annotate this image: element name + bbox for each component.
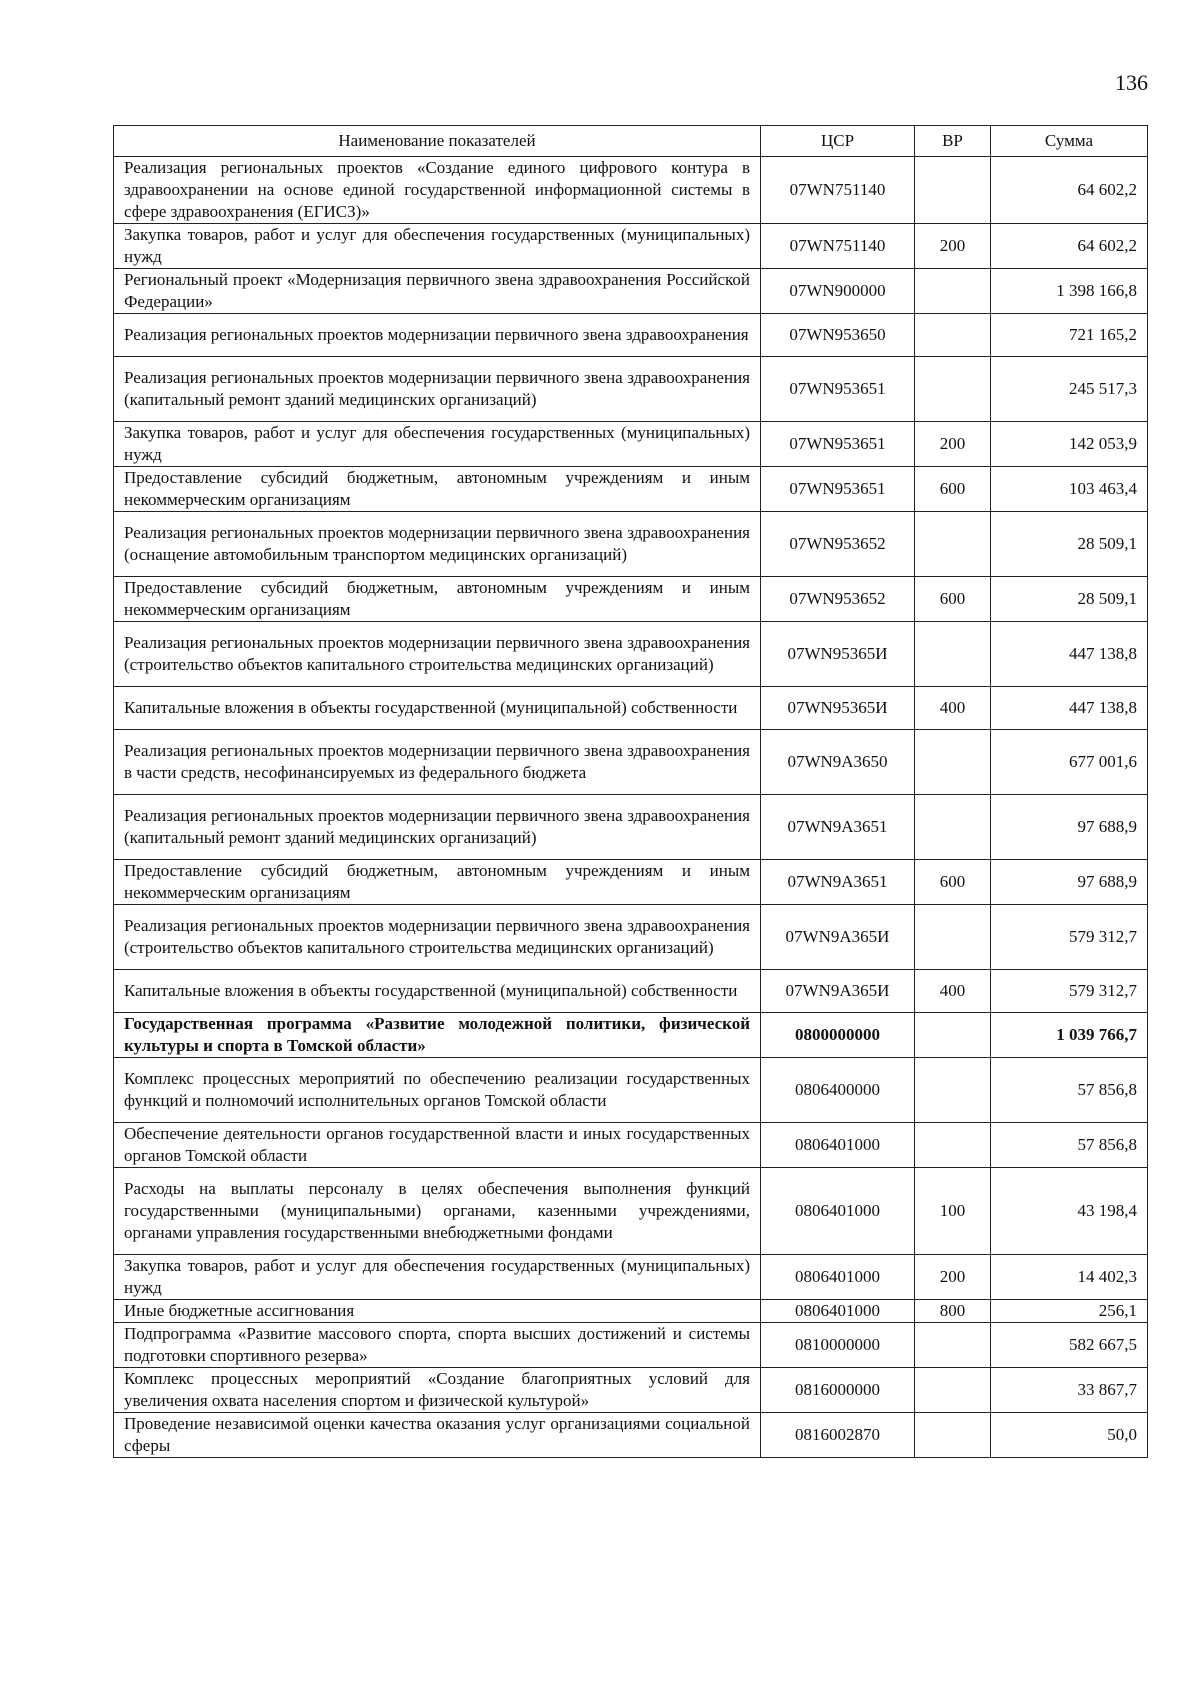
row-name-cell: Реализация региональных проектов «Создание единого цифрового контура в здравоохранении на основе единой государственной информационной системы в сфере здравоохранения (ЕГИСЗ)» bbox=[114, 157, 761, 224]
table-header-row bbox=[114, 126, 1148, 157]
header-vr: ВР bbox=[915, 126, 991, 157]
row-name-cell: Иные бюджетные ассигнования bbox=[114, 1300, 761, 1323]
table-row bbox=[114, 1123, 1148, 1168]
row-csr-cell: 07WN900000 bbox=[761, 269, 915, 314]
row-csr-cell: 07WN9А365И bbox=[761, 970, 915, 1013]
row-name-cell: Реализация региональных проектов модернизации первичного звена здравоохранения (оснащение автомобильным транспортом медицинских организаций) bbox=[114, 512, 761, 577]
row-vr-cell bbox=[915, 1368, 991, 1413]
row-sum-cell: 677 001,6 bbox=[991, 730, 1148, 795]
row-csr-cell: 0800000000 bbox=[761, 1013, 915, 1058]
row-name-cell: Расходы на выплаты персоналу в целях обеспечения выполнения функций государственными (муниципальными) органами, казенными учреждениями, органами управления государственными внебюджетными фондами bbox=[114, 1168, 761, 1255]
row-sum-cell: 245 517,3 bbox=[991, 357, 1148, 422]
row-name-cell: Предоставление субсидий бюджетным, автономным учреждениям и иным некоммерческим организациям bbox=[114, 860, 761, 905]
row-csr-cell: 0806401000 bbox=[761, 1255, 915, 1300]
row-sum-cell: 447 138,8 bbox=[991, 687, 1148, 730]
table-row bbox=[114, 422, 1148, 467]
row-vr-cell: 600 bbox=[915, 860, 991, 905]
row-csr-cell: 07WN953651 bbox=[761, 467, 915, 512]
row-sum-cell: 579 312,7 bbox=[991, 970, 1148, 1013]
row-name-cell: Реализация региональных проектов модернизации первичного звена здравоохранения bbox=[114, 314, 761, 357]
row-vr-cell: 200 bbox=[915, 422, 991, 467]
row-csr-cell: 0816000000 bbox=[761, 1368, 915, 1413]
row-vr-cell bbox=[915, 1058, 991, 1123]
table-row bbox=[114, 970, 1148, 1013]
row-sum-cell: 142 053,9 bbox=[991, 422, 1148, 467]
row-vr-cell: 200 bbox=[915, 224, 991, 269]
row-vr-cell: 100 bbox=[915, 1168, 991, 1255]
row-vr-cell bbox=[915, 269, 991, 314]
row-csr-cell: 07WN751140 bbox=[761, 224, 915, 269]
row-sum-cell: 103 463,4 bbox=[991, 467, 1148, 512]
row-name-cell: Государственная программа «Развитие молодежной политики, физической культуры и спорта в Томской области» bbox=[114, 1013, 761, 1058]
table-row bbox=[114, 357, 1148, 422]
row-sum-cell: 64 602,2 bbox=[991, 157, 1148, 224]
table-row bbox=[114, 1168, 1148, 1255]
row-name-cell: Предоставление субсидий бюджетным, автономным учреждениям и иным некоммерческим организациям bbox=[114, 577, 761, 622]
row-sum-cell: 33 867,7 bbox=[991, 1368, 1148, 1413]
row-sum-cell: 447 138,8 bbox=[991, 622, 1148, 687]
row-vr-cell bbox=[915, 1013, 991, 1058]
table-row bbox=[114, 467, 1148, 512]
table-row bbox=[114, 905, 1148, 970]
row-name-cell: Капитальные вложения в объекты государственной (муниципальной) собственности bbox=[114, 687, 761, 730]
row-name-cell: Реализация региональных проектов модернизации первичного звена здравоохранения (строительство объектов капитального строительства медицинских организаций) bbox=[114, 905, 761, 970]
row-csr-cell: 07WN751140 bbox=[761, 157, 915, 224]
row-sum-cell: 721 165,2 bbox=[991, 314, 1148, 357]
table-row bbox=[114, 314, 1148, 357]
table-row bbox=[114, 577, 1148, 622]
table-row bbox=[114, 1013, 1148, 1058]
row-sum-cell: 28 509,1 bbox=[991, 577, 1148, 622]
table-row bbox=[114, 1255, 1148, 1300]
row-vr-cell: 600 bbox=[915, 467, 991, 512]
header-name: Наименование показателей bbox=[114, 126, 761, 157]
row-csr-cell: 07WN9А3651 bbox=[761, 795, 915, 860]
row-csr-cell: 07WN9А3651 bbox=[761, 860, 915, 905]
header-sum: Сумма bbox=[991, 126, 1148, 157]
row-name-cell: Реализация региональных проектов модернизации первичного звена здравоохранения (капитальный ремонт зданий медицинских организаций) bbox=[114, 795, 761, 860]
row-csr-cell: 07WN953652 bbox=[761, 512, 915, 577]
page-number: 136 bbox=[1115, 70, 1148, 95]
row-vr-cell bbox=[915, 905, 991, 970]
row-name-cell: Предоставление субсидий бюджетным, автономным учреждениям и иным некоммерческим организациям bbox=[114, 467, 761, 512]
row-vr-cell: 400 bbox=[915, 970, 991, 1013]
table-row bbox=[114, 157, 1148, 224]
row-name-cell: Подпрограмма «Развитие массового спорта, спорта высших достижений и системы подготовки спортивного резерва» bbox=[114, 1323, 761, 1368]
header-csr: ЦСР bbox=[761, 126, 915, 157]
table-row bbox=[114, 622, 1148, 687]
row-sum-cell: 28 509,1 bbox=[991, 512, 1148, 577]
row-vr-cell bbox=[915, 357, 991, 422]
table-row bbox=[114, 1368, 1148, 1413]
row-vr-cell bbox=[915, 1413, 991, 1458]
row-csr-cell: 0810000000 bbox=[761, 1323, 915, 1368]
row-name-cell: Реализация региональных проектов модернизации первичного звена здравоохранения (строительство объектов капитального строительства медицинских организаций) bbox=[114, 622, 761, 687]
row-vr-cell: 400 bbox=[915, 687, 991, 730]
row-csr-cell: 0806401000 bbox=[761, 1168, 915, 1255]
row-csr-cell: 07WN9А365И bbox=[761, 905, 915, 970]
table-row bbox=[114, 1300, 1148, 1323]
row-sum-cell: 1 039 766,7 bbox=[991, 1013, 1148, 1058]
row-csr-cell: 07WN953652 bbox=[761, 577, 915, 622]
row-csr-cell: 07WN9А3650 bbox=[761, 730, 915, 795]
row-vr-cell bbox=[915, 1123, 991, 1168]
row-sum-cell: 582 667,5 bbox=[991, 1323, 1148, 1368]
row-vr-cell: 800 bbox=[915, 1300, 991, 1323]
row-sum-cell: 97 688,9 bbox=[991, 860, 1148, 905]
row-sum-cell: 50,0 bbox=[991, 1413, 1148, 1458]
row-vr-cell bbox=[915, 314, 991, 357]
row-name-cell: Региональный проект «Модернизация первичного звена здравоохранения Российской Федерации» bbox=[114, 269, 761, 314]
row-vr-cell bbox=[915, 1323, 991, 1368]
row-sum-cell: 579 312,7 bbox=[991, 905, 1148, 970]
row-sum-cell: 57 856,8 bbox=[991, 1123, 1148, 1168]
table-row bbox=[114, 224, 1148, 269]
table-row bbox=[114, 687, 1148, 730]
table-row bbox=[114, 860, 1148, 905]
row-sum-cell: 14 402,3 bbox=[991, 1255, 1148, 1300]
table-row bbox=[114, 1323, 1148, 1368]
row-csr-cell: 07WN95365И bbox=[761, 622, 915, 687]
row-vr-cell bbox=[915, 512, 991, 577]
row-name-cell: Закупка товаров, работ и услуг для обеспечения государственных (муниципальных) нужд bbox=[114, 224, 761, 269]
row-csr-cell: 07WN95365И bbox=[761, 687, 915, 730]
table-row bbox=[114, 795, 1148, 860]
row-csr-cell: 0816002870 bbox=[761, 1413, 915, 1458]
row-vr-cell bbox=[915, 730, 991, 795]
row-name-cell: Реализация региональных проектов модернизации первичного звена здравоохранения (капитальный ремонт зданий медицинских организаций) bbox=[114, 357, 761, 422]
table-row bbox=[114, 1413, 1148, 1458]
row-csr-cell: 07WN953651 bbox=[761, 357, 915, 422]
row-vr-cell bbox=[915, 157, 991, 224]
row-sum-cell: 256,1 bbox=[991, 1300, 1148, 1323]
row-vr-cell: 200 bbox=[915, 1255, 991, 1300]
row-name-cell: Капитальные вложения в объекты государственной (муниципальной) собственности bbox=[114, 970, 761, 1013]
row-name-cell: Проведение независимой оценки качества оказания услуг организациями социальной сферы bbox=[114, 1413, 761, 1458]
row-name-cell: Обеспечение деятельности органов государственной власти и иных государственных органов Томской области bbox=[114, 1123, 761, 1168]
table-row bbox=[114, 512, 1148, 577]
row-csr-cell: 0806401000 bbox=[761, 1300, 915, 1323]
table-body bbox=[114, 157, 1148, 1458]
table-row bbox=[114, 730, 1148, 795]
row-vr-cell bbox=[915, 795, 991, 860]
row-csr-cell: 0806400000 bbox=[761, 1058, 915, 1123]
table-row bbox=[114, 1058, 1148, 1123]
row-sum-cell: 43 198,4 bbox=[991, 1168, 1148, 1255]
budget-table bbox=[113, 125, 1148, 1458]
row-sum-cell: 97 688,9 bbox=[991, 795, 1148, 860]
row-vr-cell bbox=[915, 622, 991, 687]
row-sum-cell: 57 856,8 bbox=[991, 1058, 1148, 1123]
row-name-cell: Комплекс процессных мероприятий по обеспечению реализации государственных функций и полномочий исполнительных органов Томской области bbox=[114, 1058, 761, 1123]
row-name-cell: Комплекс процессных мероприятий «Создание благоприятных условий для увеличения охвата населения спортом и физической культурой» bbox=[114, 1368, 761, 1413]
row-name-cell: Реализация региональных проектов модернизации первичного звена здравоохранения в части средств, несофинансируемых из федерального бюджета bbox=[114, 730, 761, 795]
row-csr-cell: 07WN953651 bbox=[761, 422, 915, 467]
row-name-cell: Закупка товаров, работ и услуг для обеспечения государственных (муниципальных) нужд bbox=[114, 1255, 761, 1300]
row-name-cell: Закупка товаров, работ и услуг для обеспечения государственных (муниципальных) нужд bbox=[114, 422, 761, 467]
table-row bbox=[114, 269, 1148, 314]
row-csr-cell: 0806401000 bbox=[761, 1123, 915, 1168]
row-sum-cell: 64 602,2 bbox=[991, 224, 1148, 269]
row-sum-cell: 1 398 166,8 bbox=[991, 269, 1148, 314]
row-csr-cell: 07WN953650 bbox=[761, 314, 915, 357]
row-vr-cell: 600 bbox=[915, 577, 991, 622]
